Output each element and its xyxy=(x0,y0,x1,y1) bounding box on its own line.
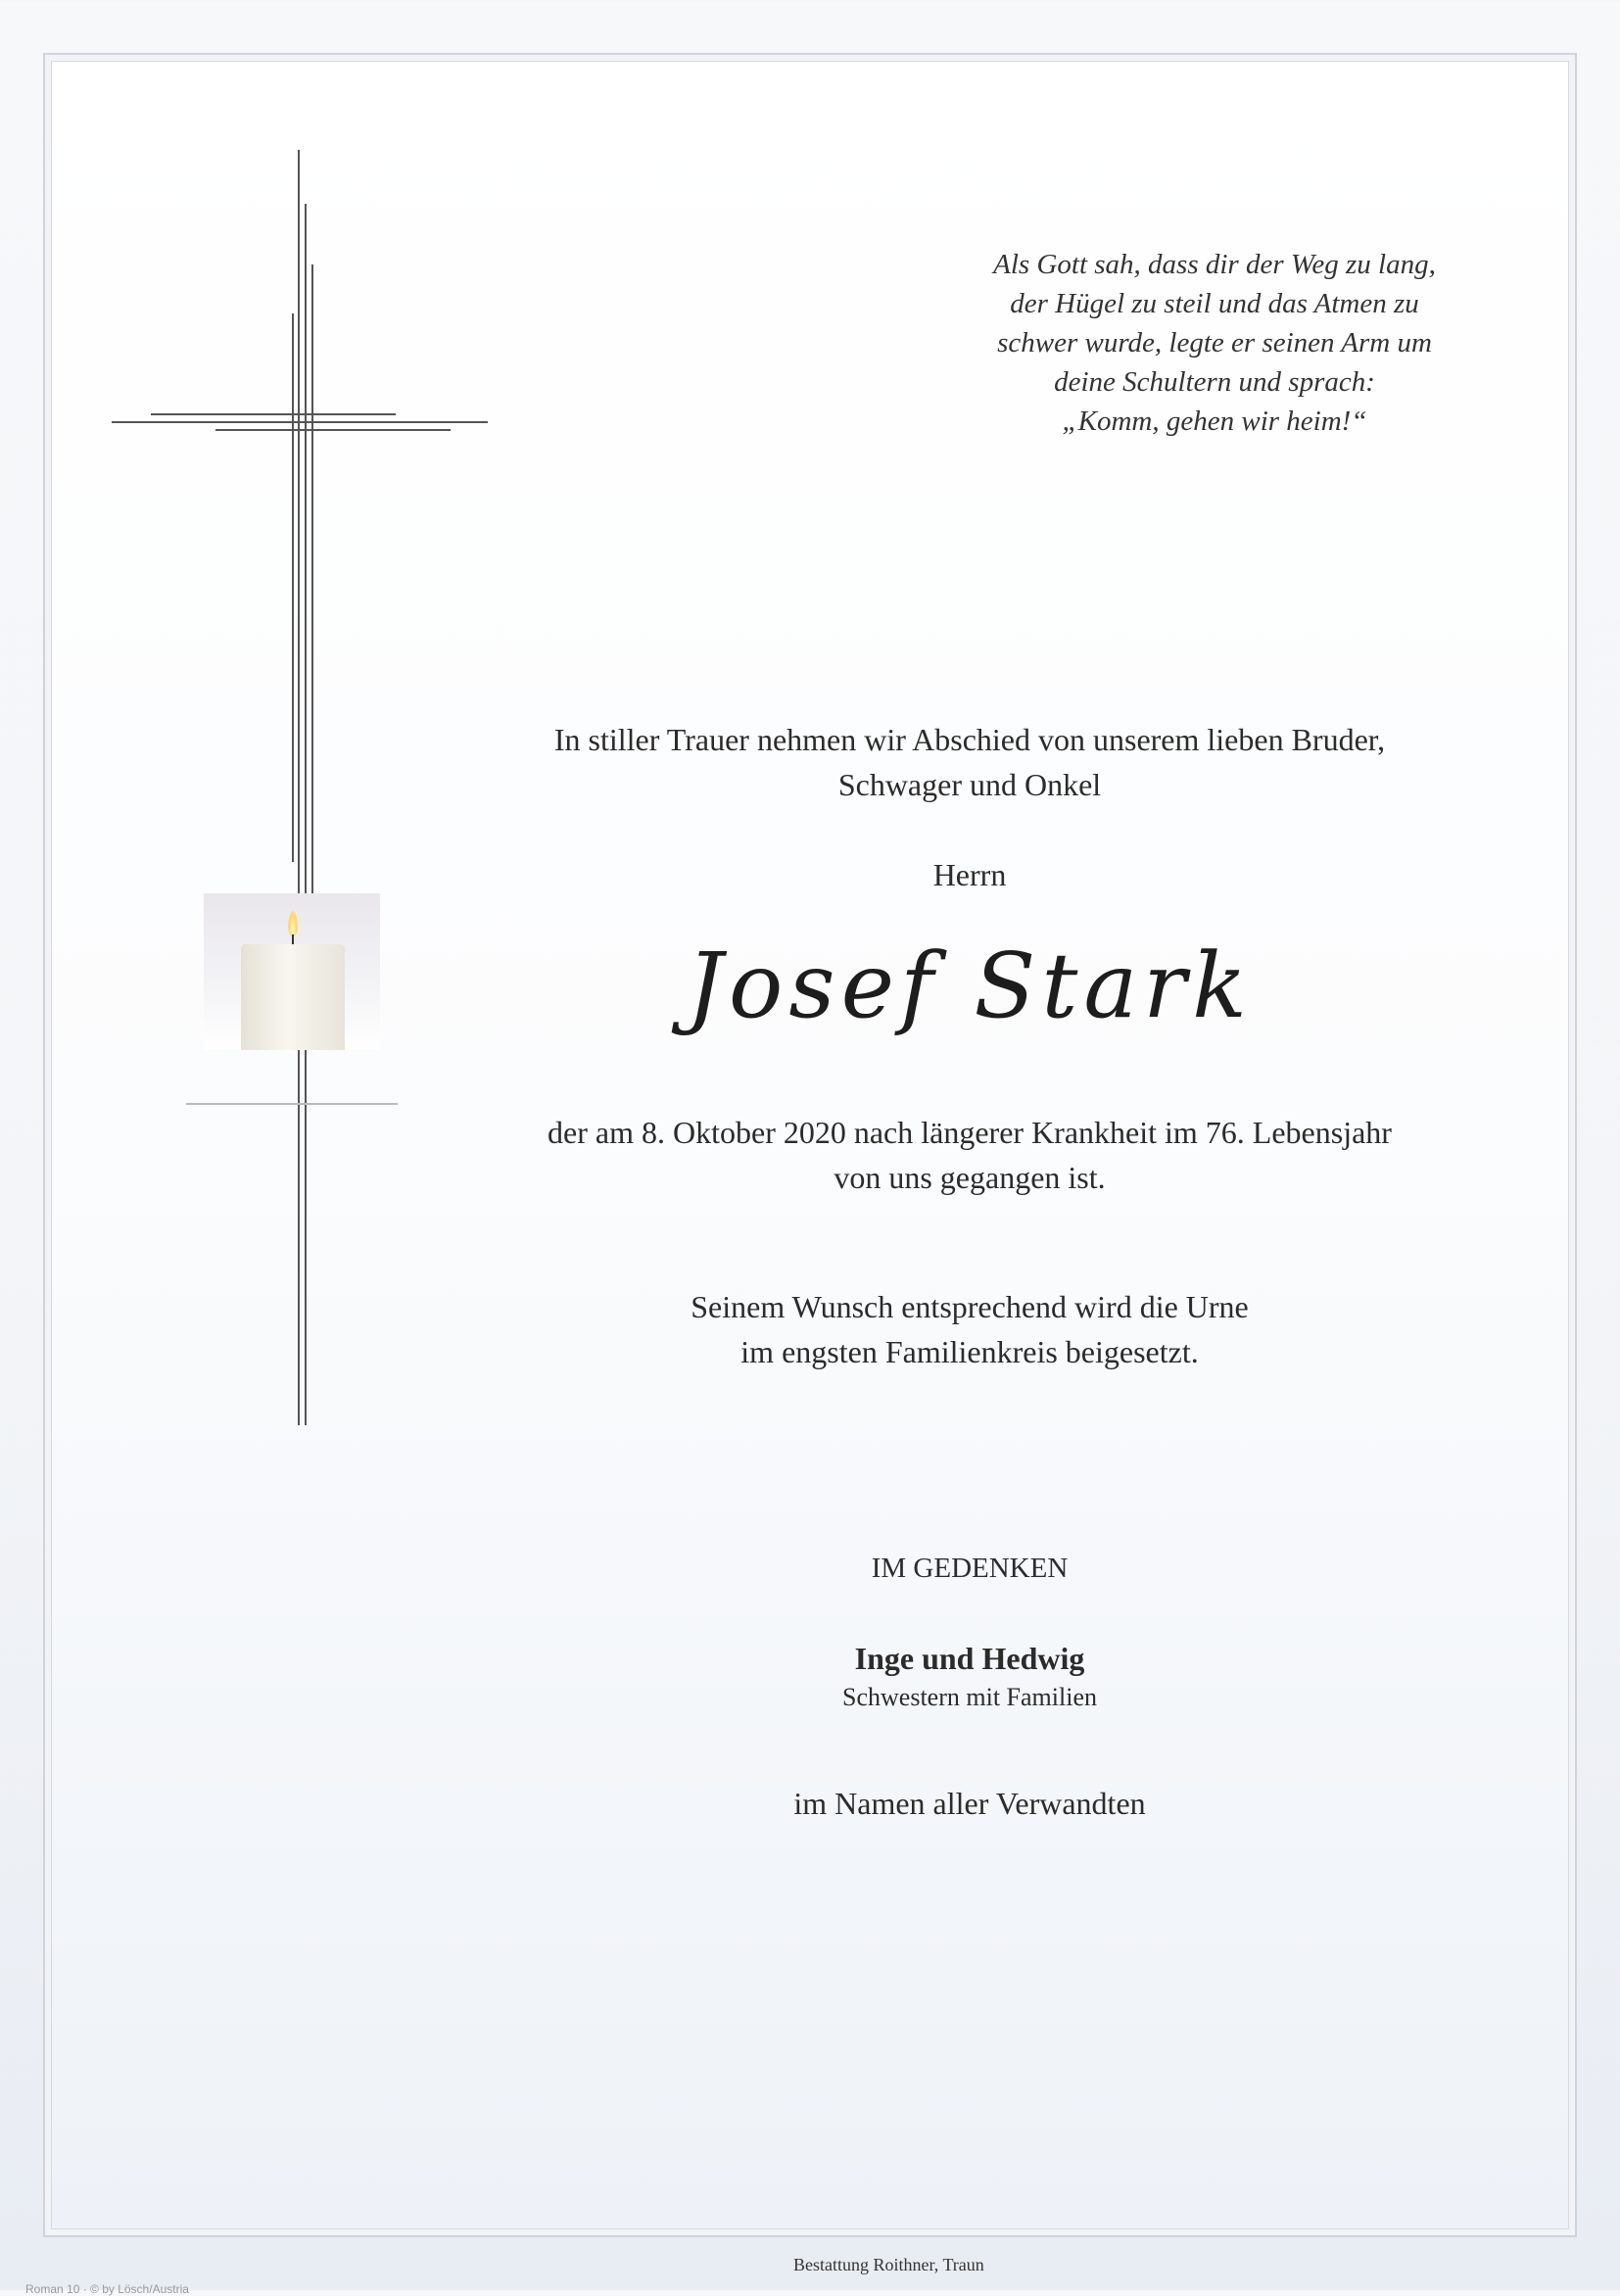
salutation xyxy=(480,852,1459,897)
quote-line: der Hügel zu steil und das Atmen zu xyxy=(1010,288,1419,319)
mourners xyxy=(480,1636,1459,1714)
burial-note xyxy=(480,1284,1459,1374)
intro-line: In stiller Trauer nehmen wir Abschied von unserem lieben Bruder, xyxy=(553,722,1386,757)
candle-icon xyxy=(204,893,380,1050)
closing-text: im Namen aller Verwandten xyxy=(793,1786,1146,1821)
death-notice-line: von uns gegangen ist. xyxy=(834,1160,1106,1195)
memorial-heading xyxy=(480,1546,1459,1591)
salutation-text: Herrn xyxy=(932,857,1007,892)
death-notice-line: der am 8. Oktober 2020 nach längerer Krankheit im 76. Lebensjahr xyxy=(548,1115,1392,1150)
flame-icon xyxy=(288,911,298,936)
closing xyxy=(480,1781,1459,1826)
quote-line: deine Schultern und sprach: xyxy=(1054,366,1375,398)
memorial-heading-text: IM GEDENKEN xyxy=(871,1553,1069,1584)
burial-note-line: im engsten Familienkreis beigesetzt. xyxy=(740,1334,1199,1369)
candle-body xyxy=(241,944,345,1050)
deceased-name: Josef Stark xyxy=(687,933,1253,1038)
quote xyxy=(970,245,1459,441)
intro-line: Schwager und Onkel xyxy=(837,767,1102,802)
mourner-relation: Schwestern mit Familien xyxy=(842,1683,1097,1711)
funeral-home: Bestattung Roithner, Traun xyxy=(793,2255,984,2274)
imprint: Roman 10 · © by Lösch/Austria xyxy=(25,2282,189,2296)
quote-line: „Komm, gehen wir heim!“ xyxy=(1062,406,1367,437)
mourner-names: Inge und Hedwig xyxy=(854,1641,1085,1676)
burial-note-line: Seinem Wunsch entsprechend wird die Urne xyxy=(691,1289,1249,1324)
death-notice xyxy=(480,1110,1459,1200)
quote-line: Als Gott sah, dass dir der Weg zu lang, xyxy=(993,249,1436,280)
intro-text xyxy=(480,717,1459,807)
quote-line: schwer wurde, legte er seinen Arm um xyxy=(997,327,1432,359)
